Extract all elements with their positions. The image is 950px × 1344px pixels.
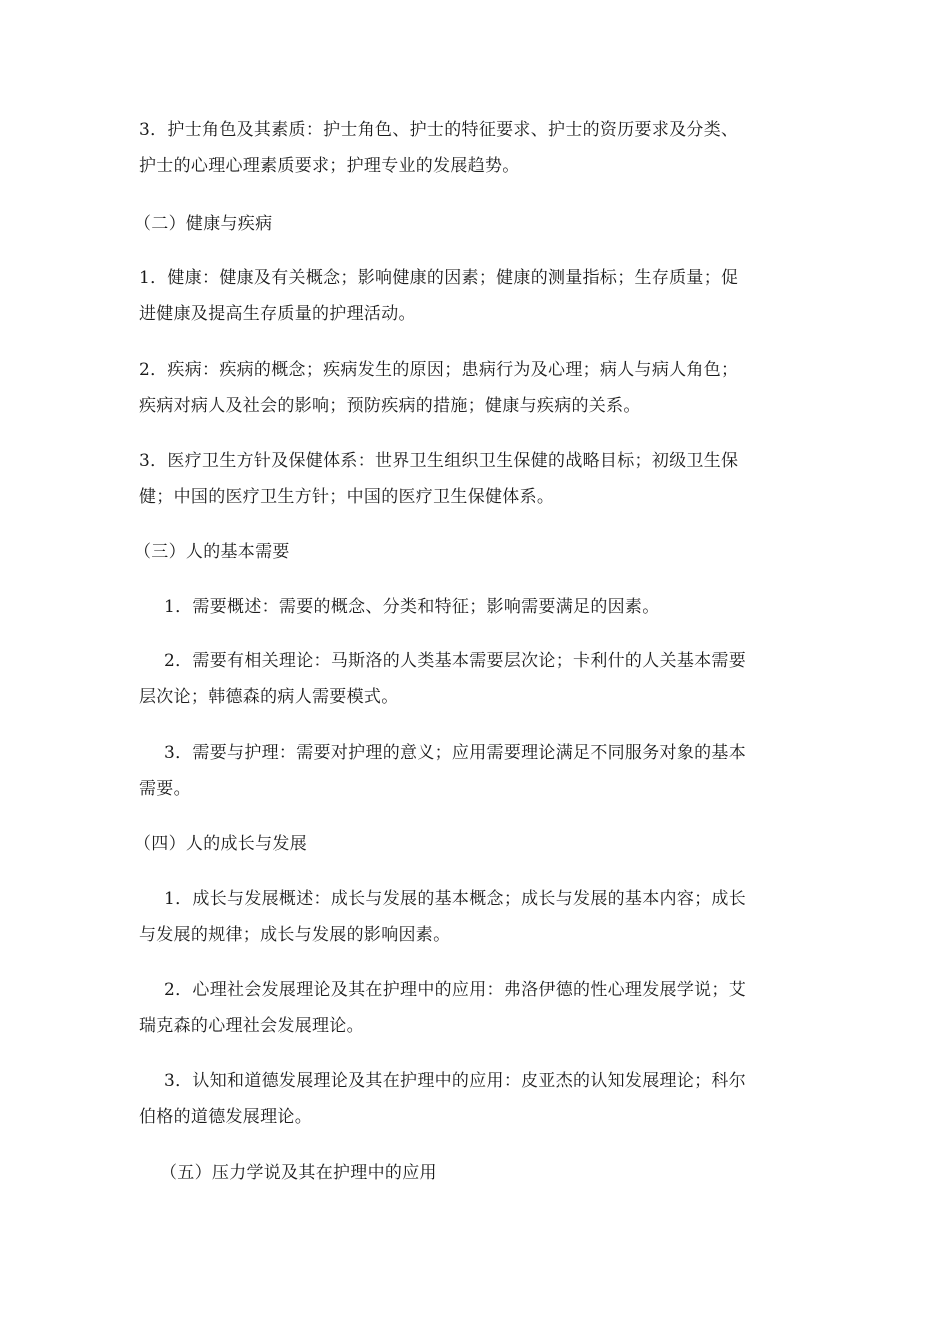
text-line: 2．心理社会发展理论及其在护理中的应用：弗洛伊德的性心理发展学说；艾 bbox=[164, 980, 747, 1000]
text-line: 层次论；韩德森的病人需要模式。 bbox=[139, 687, 399, 707]
heading-text: （四）人的成长与发展 bbox=[134, 834, 307, 854]
paragraph-psychosocial-theory bbox=[139, 972, 811, 1044]
paragraph-needs-theory bbox=[139, 643, 811, 715]
text-line: 伯格的道德发展理论。 bbox=[139, 1107, 312, 1127]
section-heading-growth-development bbox=[134, 826, 806, 862]
text-line: 护士的心理心理素质要求；护理专业的发展趋势。 bbox=[139, 156, 520, 176]
heading-text: （三）人的基本需要 bbox=[134, 542, 290, 562]
text-line: 需要。 bbox=[139, 779, 191, 799]
paragraph-needs-overview bbox=[164, 589, 811, 625]
text-line: 2．需要有相关理论：马斯洛的人类基本需要层次论；卡利什的人关基本需要 bbox=[164, 651, 747, 671]
paragraph-needs-nursing bbox=[139, 735, 811, 807]
text-line: 健；中国的医疗卫生方针；中国的医疗卫生保健体系。 bbox=[139, 487, 555, 507]
text-line: 3．医疗卫生方针及保健体系：世界卫生组织卫生保健的战略目标；初级卫生保 bbox=[139, 451, 739, 471]
text-line: 与发展的规律；成长与发展的影响因素。 bbox=[139, 925, 451, 945]
text-line: 3．认知和道德发展理论及其在护理中的应用：皮亚杰的认知发展理论；科尔 bbox=[164, 1071, 747, 1091]
text-line: 瑞克森的心理社会发展理论。 bbox=[139, 1016, 364, 1036]
paragraph-growth-overview bbox=[139, 881, 811, 953]
text-line: 3．需要与护理：需要对护理的意义；应用需要理论满足不同服务对象的基本 bbox=[164, 743, 747, 763]
heading-text: （五）压力学说及其在护理中的应用 bbox=[160, 1163, 437, 1183]
text-line: 1．健康：健康及有关概念；影响健康的因素；健康的测量指标；生存质量；促 bbox=[139, 268, 739, 288]
section-heading-health-disease bbox=[134, 206, 806, 242]
section-heading-basic-needs bbox=[134, 534, 806, 570]
paragraph-nurse-role bbox=[139, 112, 811, 184]
text-line: 进健康及提高生存质量的护理活动。 bbox=[139, 304, 416, 324]
paragraph-cognitive-moral-theory bbox=[139, 1063, 811, 1135]
section-heading-stress-theory bbox=[160, 1155, 832, 1191]
text-line: 1．需要概述：需要的概念、分类和特征；影响需要满足的因素。 bbox=[164, 597, 660, 617]
text-line: 3．护士角色及其素质：护士角色、护士的特征要求、护士的资历要求及分类、 bbox=[139, 120, 739, 140]
text-line: 疾病对病人及社会的影响；预防疾病的措施；健康与疾病的关系。 bbox=[139, 396, 641, 416]
heading-text: （二）健康与疾病 bbox=[134, 214, 273, 234]
text-line: 1．成长与发展概述：成长与发展的基本概念；成长与发展的基本内容；成长 bbox=[164, 889, 747, 909]
text-line: 2．疾病：疾病的概念；疾病发生的原因；患病行为及心理；病人与病人角色； bbox=[139, 360, 739, 380]
paragraph-medical-policy bbox=[139, 443, 811, 515]
paragraph-disease bbox=[139, 352, 811, 424]
paragraph-health bbox=[139, 260, 811, 332]
